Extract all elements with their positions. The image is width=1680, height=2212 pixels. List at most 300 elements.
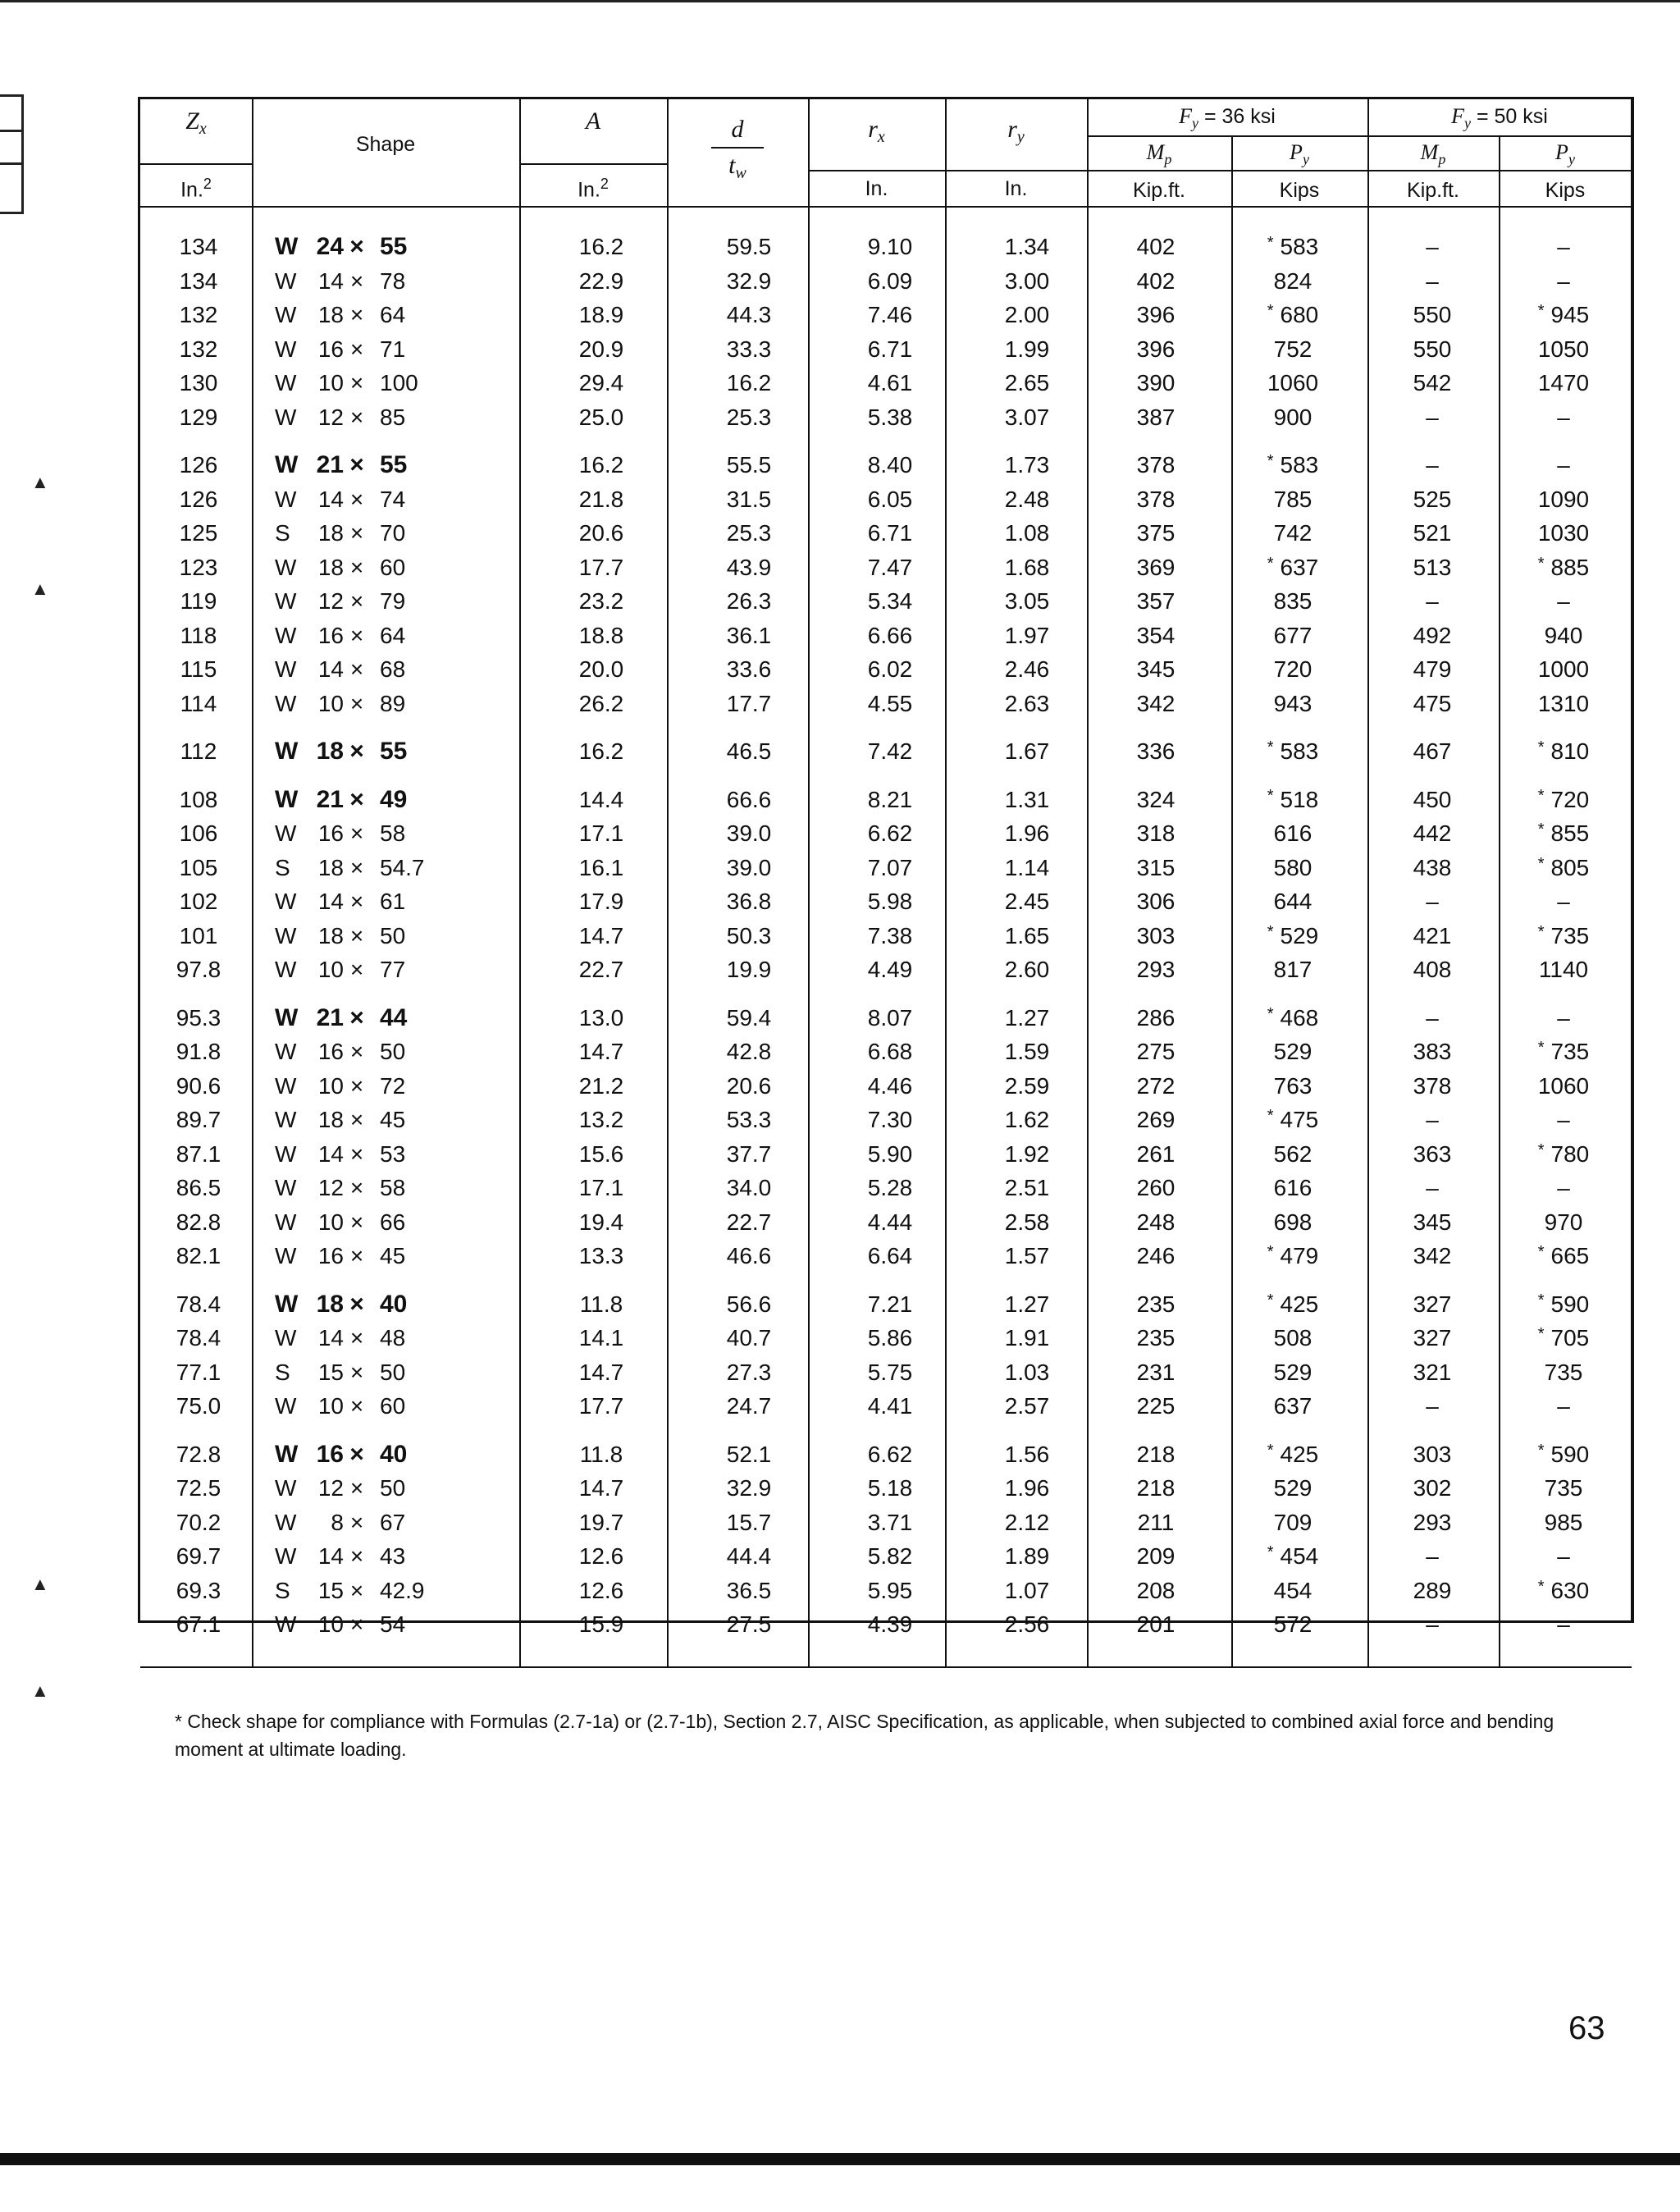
asterisk-mark: *: [1267, 452, 1274, 470]
ry-cell: 2.56: [1004, 1611, 1050, 1637]
d-tw-cell: 34.0: [726, 1175, 772, 1200]
ry-cell: 1.68: [1004, 555, 1050, 580]
mp50-cell: 327: [1413, 1291, 1452, 1317]
mp36-cell: 286: [1136, 1005, 1176, 1031]
shape-cell: S 15 × 50: [275, 1360, 406, 1385]
asterisk-mark: *: [1537, 1291, 1545, 1309]
py36-cell: * 529: [1267, 923, 1319, 948]
py36-cell: * 518: [1267, 787, 1319, 812]
d-tw-cell: 26.3: [726, 588, 772, 614]
ry-cell: 2.00: [1004, 302, 1050, 327]
zx-cell: 134: [179, 268, 218, 294]
py50-cell: –: [1557, 1393, 1570, 1419]
mp50-cell: 378: [1413, 1073, 1452, 1099]
page-number: 63: [1568, 2010, 1605, 2046]
asterisk-mark: *: [1267, 234, 1274, 252]
d-tw-cell: 46.6: [726, 1243, 772, 1268]
py36-cell: 644: [1273, 889, 1312, 914]
rx-cell: 5.18: [867, 1475, 913, 1501]
zx-cell: 118: [180, 623, 217, 648]
zx-cell: 82.8: [176, 1209, 221, 1235]
d-tw-cell: 32.9: [726, 268, 772, 294]
py36-cell: 529: [1273, 1475, 1312, 1501]
area-cell: 14.7: [578, 1360, 624, 1385]
area-cell: 13.2: [578, 1107, 624, 1132]
mp36-cell: 369: [1136, 555, 1176, 580]
mp50-cell: –: [1426, 1393, 1439, 1419]
mp36-cell: 261: [1136, 1141, 1176, 1167]
ry-cell: 1.67: [1004, 738, 1050, 764]
area-cell: 17.7: [578, 1393, 624, 1419]
py50-cell: * 810: [1537, 738, 1590, 764]
area-cell: 22.7: [578, 957, 624, 982]
table-row: [140, 1240, 1632, 1273]
asterisk-mark: *: [1267, 787, 1274, 805]
mp36-cell: 211: [1137, 1510, 1175, 1535]
zx-cell: 125: [179, 520, 218, 546]
py50-cell: 735: [1544, 1475, 1583, 1501]
py36-header: $P_y$: [1290, 140, 1309, 167]
py36-cell: * 475: [1267, 1107, 1319, 1132]
zx-cell: 106: [179, 820, 218, 846]
mp50-cell: 475: [1413, 691, 1452, 716]
shape-cell: W 21 × 44: [275, 1004, 408, 1031]
area-cell: 13.3: [578, 1243, 624, 1268]
shape-cell: W 14 × 43: [275, 1543, 406, 1569]
py50-cell: 1060: [1537, 1073, 1590, 1099]
mp50-cell: 345: [1413, 1209, 1452, 1235]
ry-cell: 1.97: [1004, 623, 1050, 648]
py36-cell: * 468: [1267, 1005, 1319, 1031]
shape-cell: W 14 × 61: [275, 889, 406, 914]
py50-cell: 940: [1544, 623, 1583, 648]
rx-cell: 9.10: [867, 234, 913, 259]
ry-cell: 2.59: [1004, 1073, 1050, 1099]
py36-cell: * 479: [1267, 1243, 1319, 1268]
py50-cell: –: [1557, 268, 1570, 294]
d-tw-cell: 46.5: [726, 738, 772, 764]
d-tw-cell: 43.9: [726, 555, 772, 580]
rx-cell: 6.64: [867, 1243, 913, 1268]
rx-cell: 8.07: [867, 1005, 913, 1031]
table-row: [140, 1035, 1632, 1068]
py36-cell: 637: [1273, 1393, 1312, 1419]
zx-cell: 130: [179, 370, 218, 395]
zx-cell: 67.1: [176, 1611, 221, 1637]
table-row: [140, 920, 1632, 953]
mp36-cell: 209: [1136, 1543, 1176, 1569]
d-tw-cell: 19.9: [726, 957, 772, 982]
zx-cell: 132: [179, 336, 218, 362]
ry-cell: 1.07: [1004, 1578, 1050, 1603]
rx-cell: 8.40: [867, 452, 913, 478]
d-header: d: [731, 116, 744, 143]
zx-cell: 82.1: [176, 1243, 221, 1268]
d-tw-cell: 17.7: [726, 691, 772, 716]
py50-cell: * 855: [1537, 820, 1590, 846]
asterisk-mark: *: [1537, 555, 1545, 573]
mp36-cell: 396: [1136, 302, 1176, 327]
shape-cell: W 21 × 49: [275, 786, 408, 813]
ry-cell: 2.60: [1004, 957, 1050, 982]
zx-cell: 108: [179, 787, 218, 812]
mp36-cell: 225: [1136, 1393, 1176, 1419]
mp50-cell: 383: [1413, 1039, 1452, 1064]
asterisk-mark: *: [1267, 1442, 1274, 1460]
table-row: [140, 1002, 1632, 1035]
py36-cell: 616: [1273, 1175, 1312, 1200]
margin-mark: ▲: [31, 1574, 49, 1594]
area-cell: 26.2: [578, 691, 624, 716]
asterisk-mark: *: [1537, 1578, 1545, 1596]
mp36-cell: 402: [1136, 268, 1176, 294]
shape-header: Shape: [355, 133, 416, 156]
d-tw-cell: 44.4: [726, 1543, 772, 1569]
d-tw-cell: 40.7: [726, 1325, 772, 1351]
asterisk-mark: *: [1267, 1543, 1274, 1561]
mp36-cell: 248: [1136, 1209, 1176, 1235]
table-row: [140, 953, 1632, 986]
zx-cell: 69.3: [176, 1578, 221, 1603]
shape-cell: W 12 × 79: [275, 588, 406, 614]
shape-cell: W 10 × 100: [275, 370, 418, 395]
py36-cell: 720: [1273, 656, 1312, 682]
rx-cell: 4.46: [867, 1073, 913, 1099]
d-tw-cell: 24.7: [726, 1393, 772, 1419]
mp50-cell: –: [1426, 268, 1439, 294]
d-tw-cell: 33.6: [726, 656, 772, 682]
table-row: [140, 619, 1632, 652]
shape-cell: W 18 × 45: [275, 1107, 406, 1132]
shape-cell: S 18 × 54.7: [275, 855, 425, 880]
mp50-cell: 321: [1413, 1360, 1452, 1385]
rx-cell: 7.07: [867, 855, 913, 880]
shape-cell: W 10 × 72: [275, 1073, 406, 1099]
rx-cell: 6.09: [867, 268, 913, 294]
d-tw-cell: 25.3: [726, 404, 772, 430]
zx-cell: 102: [179, 889, 218, 914]
mp50-cell: –: [1426, 588, 1439, 614]
table-row: [140, 449, 1632, 482]
d-tw-cell: 55.5: [726, 452, 772, 478]
py50-cell: * 590: [1537, 1291, 1590, 1317]
zx-cell: 114: [180, 691, 217, 716]
table-row: [140, 1138, 1632, 1171]
asterisk-mark: *: [1537, 738, 1545, 756]
rx-cell: 5.82: [867, 1543, 913, 1569]
rx-cell: 7.47: [867, 555, 913, 580]
rx-cell: 7.46: [867, 302, 913, 327]
py50-cell: –: [1557, 404, 1570, 430]
d-tw-cell: 42.8: [726, 1039, 772, 1064]
py36-cell: 580: [1273, 855, 1312, 880]
asterisk-mark: *: [1267, 923, 1274, 941]
table-row: [140, 585, 1632, 618]
rx-header: $r_x$: [868, 116, 885, 146]
rx-unit: In.: [865, 177, 888, 200]
py50-cell: * 735: [1537, 923, 1590, 948]
zx-header: $Z_x$: [185, 107, 207, 138]
table-row: [140, 333, 1632, 366]
rx-cell: 3.71: [867, 1510, 913, 1535]
shape-cell: W 16 × 40: [275, 1441, 408, 1468]
table-row: [140, 517, 1632, 550]
ry-unit: In.: [1004, 177, 1028, 200]
mp36-cell: 218: [1136, 1475, 1176, 1501]
d-tw-cell: 32.9: [726, 1475, 772, 1501]
ry-cell: 1.89: [1004, 1543, 1050, 1569]
ry-cell: 1.96: [1004, 1475, 1050, 1501]
mp36-cell: 336: [1136, 738, 1176, 764]
mp36-cell: 218: [1136, 1442, 1176, 1467]
table-row: [140, 1438, 1632, 1471]
py50-cell: 970: [1544, 1209, 1583, 1235]
area-cell: 22.9: [578, 268, 624, 294]
mp50-cell: –: [1426, 1175, 1439, 1200]
table-row: [140, 1472, 1632, 1505]
table-row: [140, 231, 1632, 263]
d-tw-cell: 39.0: [726, 855, 772, 880]
rx-cell: 6.05: [867, 487, 913, 512]
zx-cell: 89.7: [176, 1107, 221, 1132]
table-row: [140, 1390, 1632, 1423]
area-cell: 17.7: [578, 555, 624, 580]
shape-cell: W 21 × 55: [275, 451, 408, 478]
py36-cell: 752: [1273, 336, 1312, 362]
py50-cell: * 665: [1537, 1243, 1590, 1268]
shape-cell: W 10 × 77: [275, 957, 406, 982]
d-tw-cell: 15.7: [726, 1510, 772, 1535]
mp36-cell: 396: [1136, 336, 1176, 362]
mp36-cell: 390: [1136, 370, 1176, 395]
zx-cell: 115: [180, 656, 217, 682]
table-row: [140, 1506, 1632, 1539]
mp50-cell: 327: [1413, 1325, 1452, 1351]
py50-cell: * 735: [1537, 1039, 1590, 1064]
zx-cell: 119: [180, 588, 217, 614]
area-header: A: [585, 107, 601, 135]
rx-cell: 5.28: [867, 1175, 913, 1200]
zx-cell: 123: [179, 555, 218, 580]
properties-table: [138, 97, 1634, 1760]
shape-cell: W 24 × 55: [275, 233, 408, 260]
mp50-cell: 450: [1413, 787, 1452, 812]
rx-cell: 5.34: [867, 588, 913, 614]
shape-cell: W 18 × 50: [275, 923, 406, 948]
table-row: [140, 1070, 1632, 1103]
py50-cell: * 805: [1537, 855, 1590, 880]
zx-cell: 126: [179, 487, 218, 512]
ry-cell: 1.62: [1004, 1107, 1050, 1132]
zx-cell: 72.8: [176, 1442, 221, 1467]
py36-cell: 835: [1273, 588, 1312, 614]
mp36-cell: 342: [1136, 691, 1176, 716]
table-row: [140, 483, 1632, 516]
d-tw-cell: 25.3: [726, 520, 772, 546]
mp50-cell: 467: [1413, 738, 1452, 764]
mp50-cell: 289: [1413, 1578, 1452, 1603]
ry-cell: 3.05: [1004, 588, 1050, 614]
mp50-cell: –: [1426, 404, 1439, 430]
d-tw-cell: 53.3: [726, 1107, 772, 1132]
py50-cell: –: [1557, 1005, 1570, 1031]
mp36-cell: 231: [1136, 1360, 1176, 1385]
mp50-cell: –: [1426, 452, 1439, 478]
zx-cell: 95.3: [176, 1005, 221, 1031]
area-cell: 12.6: [578, 1578, 624, 1603]
mp36-cell: 272: [1136, 1073, 1176, 1099]
asterisk-mark: *: [1267, 302, 1274, 320]
py36-cell: 677: [1273, 623, 1312, 648]
zx-cell: 86.5: [176, 1175, 221, 1200]
py50-cell: –: [1557, 889, 1570, 914]
py36-cell: * 583: [1267, 738, 1319, 764]
area-cell: 13.0: [578, 1005, 624, 1031]
rx-cell: 8.21: [867, 787, 913, 812]
py50-cell: * 590: [1537, 1442, 1590, 1467]
area-cell: 29.4: [578, 370, 624, 395]
mp36-unit: Kip.ft.: [1133, 179, 1185, 202]
zx-cell: 134: [179, 234, 218, 259]
zx-cell: 90.6: [176, 1073, 221, 1099]
mp36-cell: 324: [1136, 787, 1176, 812]
shape-cell: W 10 × 54: [275, 1611, 406, 1637]
ry-cell: 2.51: [1004, 1175, 1050, 1200]
mp50-cell: –: [1426, 889, 1439, 914]
footnote-divider: [140, 1666, 1632, 1668]
d-tw-cell: 22.7: [726, 1209, 772, 1235]
asterisk-mark: *: [1267, 1243, 1274, 1261]
mp50-cell: 438: [1413, 855, 1452, 880]
d-tw-cell: 59.4: [726, 1005, 772, 1031]
table-row: [140, 551, 1632, 584]
area-cell: 23.2: [578, 588, 624, 614]
zx-cell: 112: [180, 738, 217, 764]
zx-cell: 101: [179, 923, 218, 948]
margin-mark: ▲: [31, 578, 49, 599]
rx-cell: 7.42: [867, 738, 913, 764]
zx-cell: 105: [179, 855, 218, 880]
shape-cell: W 10 × 66: [275, 1209, 406, 1235]
py36-cell: 900: [1273, 404, 1312, 430]
zx-cell: 78.4: [176, 1291, 221, 1317]
area-cell: 20.6: [578, 520, 624, 546]
shape-cell: W 12 × 58: [275, 1175, 406, 1200]
table-row: [140, 1288, 1632, 1321]
ry-cell: 1.31: [1004, 787, 1050, 812]
tw-header: $t_w$: [728, 152, 746, 182]
shape-cell: W 14 × 78: [275, 268, 406, 294]
shape-cell: W 8 × 67: [275, 1510, 406, 1535]
rx-cell: 4.39: [867, 1611, 913, 1637]
py50-cell: * 630: [1537, 1578, 1590, 1603]
asterisk-mark: *: [1267, 1107, 1274, 1125]
table-row: [140, 1172, 1632, 1204]
fraction-bar: [711, 147, 764, 149]
mp50-cell: 521: [1413, 520, 1452, 546]
py36-cell: 572: [1273, 1611, 1312, 1637]
top-rule: [0, 0, 1680, 2]
area-cell: 15.9: [578, 1611, 624, 1637]
ry-cell: 2.46: [1004, 656, 1050, 682]
rx-cell: 6.71: [867, 336, 913, 362]
py36-cell: * 583: [1267, 234, 1319, 259]
rx-cell: 6.02: [867, 656, 913, 682]
area-cell: 18.9: [578, 302, 624, 327]
margin-mark: ▲: [31, 1680, 49, 1701]
ry-cell: 1.57: [1004, 1243, 1050, 1268]
mp50-cell: 342: [1413, 1243, 1452, 1268]
area-cell: 11.8: [579, 1291, 623, 1317]
fy36-header: $F_y = 36$ ksi: [1179, 104, 1276, 131]
py36-cell: 709: [1273, 1510, 1312, 1535]
rx-cell: 5.98: [867, 889, 913, 914]
area-cell: 25.0: [578, 404, 624, 430]
py50-cell: –: [1557, 452, 1570, 478]
area-cell: 16.2: [578, 234, 624, 259]
asterisk-mark: *: [1267, 1291, 1274, 1309]
table-row: [140, 1104, 1632, 1136]
py50-cell: 1140: [1538, 957, 1589, 982]
shape-cell: S 15 × 42.9: [275, 1578, 425, 1603]
shape-cell: S 18 × 70: [275, 520, 406, 546]
fy50-header: $F_y = 50$ ksi: [1451, 104, 1548, 131]
table-row: [140, 1574, 1632, 1607]
py36-cell: * 637: [1267, 555, 1319, 580]
ry-cell: 1.08: [1004, 520, 1050, 546]
asterisk-mark: *: [1537, 923, 1545, 941]
d-tw-cell: 27.5: [726, 1611, 772, 1637]
ry-cell: 3.07: [1004, 404, 1050, 430]
mp36-cell: 345: [1136, 656, 1176, 682]
asterisk-mark: *: [1537, 1141, 1545, 1159]
shape-cell: W 16 × 58: [275, 820, 406, 846]
asterisk-mark: *: [1537, 1325, 1545, 1343]
shape-cell: W 16 × 45: [275, 1243, 406, 1268]
py36-cell: 529: [1273, 1039, 1312, 1064]
ry-cell: 1.65: [1004, 923, 1050, 948]
mp36-cell: 378: [1136, 452, 1176, 478]
area-cell: 21.8: [578, 487, 624, 512]
mp50-cell: 421: [1413, 923, 1452, 948]
mp36-cell: 269: [1136, 1107, 1176, 1132]
rx-cell: 5.86: [867, 1325, 913, 1351]
rx-cell: 4.61: [867, 370, 913, 395]
table-row: [140, 735, 1632, 768]
area-cell: 17.1: [578, 1175, 624, 1200]
zx-unit: In.$^2$: [180, 176, 212, 202]
area-cell: 11.8: [579, 1442, 623, 1467]
rx-cell: 6.68: [867, 1039, 913, 1064]
rx-cell: 7.38: [867, 923, 913, 948]
py36-cell: 763: [1273, 1073, 1312, 1099]
area-cell: 21.2: [578, 1073, 624, 1099]
d-tw-cell: 39.0: [726, 820, 772, 846]
py36-cell: 742: [1273, 520, 1312, 546]
zx-cell: 132: [179, 302, 218, 327]
py50-unit: Kips: [1545, 179, 1586, 202]
mp36-cell: 293: [1136, 957, 1176, 982]
mp36-header: $M_p$: [1146, 140, 1172, 167]
asterisk-mark: *: [1267, 555, 1274, 573]
zx-cell: 69.7: [176, 1543, 221, 1569]
rx-cell: 4.55: [867, 691, 913, 716]
ry-cell: 1.03: [1004, 1360, 1050, 1385]
py36-cell: * 425: [1267, 1442, 1319, 1467]
d-tw-cell: 36.8: [726, 889, 772, 914]
shape-cell: W 12 × 50: [275, 1475, 406, 1501]
table-row: [140, 688, 1632, 720]
